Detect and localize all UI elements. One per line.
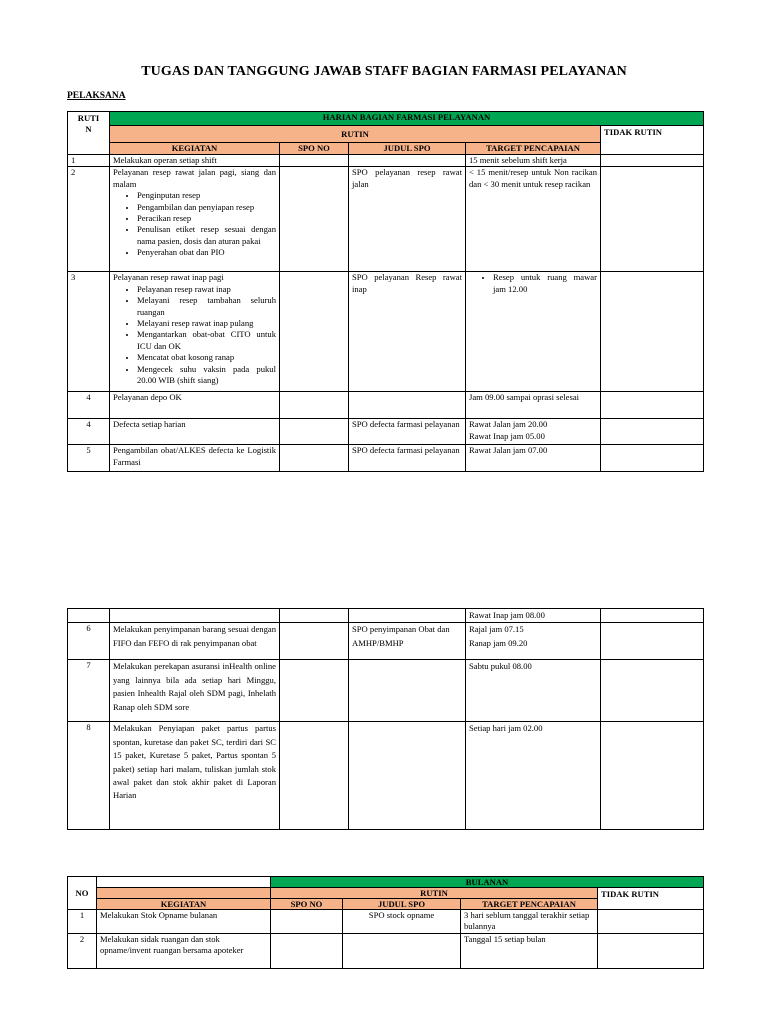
section-label: PELAKSANA (67, 91, 126, 101)
tidak-rutin-cell (598, 910, 704, 934)
kegiatan-cell (110, 445, 280, 472)
target-cell (461, 933, 598, 968)
kegiatan-bullet-item: • Mengantarkan obat-obat CITO untuk ICU dan OK (137, 329, 276, 352)
kegiatan-text: Pelayanan depo OK (113, 392, 182, 403)
bulanan-blank (97, 877, 271, 888)
tidak-rutin-cell (601, 272, 704, 392)
target-text: Rawat Jalan jam 20.00 Rawat Inap jam 05.00 (469, 419, 548, 441)
kegiatan-text: Pelayanan resep rawat jalan pagi, siang dan malam (113, 167, 276, 189)
target-cell (466, 660, 601, 722)
target-text: Setiap hari jam 02.00 (469, 723, 543, 734)
row-number: 8 (68, 722, 110, 830)
spo-no-cell (280, 722, 349, 830)
col-judul-spo: JUDUL SPO (349, 143, 466, 155)
tidak-rutin-cell (601, 623, 704, 660)
target-text: 15 menit sebelum shift kerja (469, 155, 567, 165)
judul-spo-text: SPO pelayanan resep rawat jalan (352, 167, 462, 189)
kegiatan-cell (110, 722, 280, 830)
target-cell (461, 910, 598, 934)
target-cell (466, 609, 601, 623)
judul-spo-text: SPO defecta farmasi pelayanan (352, 419, 460, 430)
kegiatan-cell (110, 623, 280, 660)
judul-spo-cell (349, 623, 466, 660)
kegiatan-cell (110, 609, 280, 623)
table-row (68, 910, 704, 934)
judul-spo-text: SPO pelayanan Resep rawat inap (352, 272, 462, 294)
kegiatan-cell (110, 392, 280, 419)
tidak-rutin-cell (601, 392, 704, 419)
bulanan-group-header: BULANAN (271, 877, 704, 888)
kegiatan-text: Melakukan penyimpanan barang sesuai dengan FIFO dan FEFO di rak penyimpanan obat (113, 624, 276, 648)
row-number: 4 (68, 392, 110, 419)
col-spo-no: SPO NO (280, 143, 349, 155)
kegiatan-text: Pelayanan resep rawat inap pagi (113, 272, 224, 283)
table-row (68, 445, 704, 472)
judul-spo-cell (349, 609, 466, 623)
judul-spo-cell (343, 910, 461, 934)
kegiatan-bullet-item: • Penginputan resep (137, 190, 276, 201)
kegiatan-text: Pengambilan obat/ALKES defecta ke Logistik Farmasi (113, 445, 276, 467)
target-text: Rajal jam 07.15 Ranap jam 09.20 (469, 624, 528, 648)
col-kegiatan: KEGIATAN (110, 143, 280, 155)
row-number: 2 (68, 167, 110, 272)
kegiatan-cell (110, 419, 280, 445)
b-col-judul-spo: JUDUL SPO (343, 899, 461, 910)
kegiatan-text: Melakukan operan setiap shift (113, 155, 217, 165)
kegiatan-text: Defecta setiap harian (113, 419, 186, 430)
target-cell (466, 722, 601, 830)
table-row (68, 392, 704, 419)
judul-spo-cell (349, 722, 466, 830)
kegiatan-bullet-item: • Mencatat obat kosong ranap (137, 352, 276, 363)
harian-table (67, 111, 704, 472)
kegiatan-bullet-item: • Penulisan etiket resep sesuai dengan nama pasien, dosis dan aturan pakai (137, 224, 276, 247)
judul-spo-text: SPO penyimpanan Obat dan AMHP/BMHP (352, 624, 450, 648)
spo-no-cell (280, 609, 349, 623)
spo-no-cell (280, 167, 349, 272)
table-row (68, 660, 704, 722)
table-row (68, 623, 704, 660)
tidak-rutin-cell (601, 445, 704, 472)
target-text: 3 hari seblum tanggal terakhir setiap bulannya (464, 910, 590, 932)
row-number: 6 (68, 623, 110, 660)
b-col-spo-no: SPO NO (271, 899, 343, 910)
target-cell (466, 419, 601, 445)
bulanan-table (67, 876, 704, 969)
judul-spo-cell (349, 167, 466, 272)
kegiatan-bullet-item: • Mengecek suhu vaksin pada pukul 20.00 WIB (shift siang) (137, 364, 276, 387)
kegiatan-bullet-item: • Pelayanan resep rawat inap (137, 284, 276, 295)
kegiatan-cell (110, 272, 280, 392)
tidak-rutin-cell (601, 609, 704, 623)
spo-no-cell (280, 155, 349, 167)
kegiatan-bullet-list (113, 190, 276, 258)
spo-no-cell (280, 445, 349, 472)
harian-group-header: HARIAN BAGIAN FARMASI PELAYANAN (110, 112, 704, 126)
judul-spo-cell (349, 445, 466, 472)
harian-cont-table (67, 608, 704, 830)
table-row (68, 419, 704, 445)
target-cell (466, 392, 601, 419)
col-rutin-no: RUTIN (68, 112, 110, 155)
kegiatan-text: Melakukan perekapan asuransi inHealth online yang lainnya bila ada setiap hari Minggu, pasien Inhealth Rajal oleh SDM pagi, Inhelath Ranap oleh SDM sore (113, 661, 276, 712)
judul-spo-cell (349, 155, 466, 167)
table-row (68, 722, 704, 830)
tidak-rutin-cell (598, 933, 704, 968)
target-cell (466, 167, 601, 272)
target-text: Jam 09.00 sampai oprasi selesai (469, 392, 580, 403)
judul-spo-cell (343, 933, 461, 968)
kegiatan-cell (110, 167, 280, 272)
target-text: Sabtu pukul 08.00 (469, 661, 532, 672)
judul-spo-cell (349, 660, 466, 722)
harian-rutin-header: RUTIN (110, 126, 601, 143)
spo-no-cell (271, 933, 343, 968)
tidak-rutin-cell (601, 155, 704, 167)
bulanan-tidak-rutin-header: TIDAK RUTIN (598, 888, 704, 910)
kegiatan-bullet-item: • Melayani resep tambahan seluruh ruangan (137, 295, 276, 318)
kegiatan-bullet-item: • Melayani resep rawat inap pulang (137, 318, 276, 329)
row-number (68, 609, 110, 623)
row-number: 1 (68, 155, 110, 167)
col-target: TARGET PENCAPAIAN (466, 143, 601, 155)
target-cell (466, 272, 601, 392)
target-cell (466, 155, 601, 167)
row-number: 7 (68, 660, 110, 722)
tidak-rutin-cell (601, 660, 704, 722)
kegiatan-bullet-item: • Penyerahan obat dan PIO (137, 247, 276, 258)
kegiatan-bullet-list (113, 284, 276, 387)
judul-spo-text: SPO defecta farmasi pelayanan (352, 445, 460, 456)
tidak-rutin-cell (601, 419, 704, 445)
kegiatan-cell (110, 660, 280, 722)
row-number: 4 (68, 419, 110, 445)
bulanan-rutin-header: RUTIN (271, 888, 598, 899)
document-title: TUGAS DAN TANGGUNG JAWAB STAFF BAGIAN FARMASI PELAYANAN (141, 64, 627, 79)
judul-spo-text: SPO stock opname (368, 910, 435, 920)
target-bullet-item: • Resep untuk ruang mawar jam 12.00 (493, 272, 597, 295)
b-col-target: TARGET PENCAPAIAN (461, 899, 598, 910)
spo-no-cell (280, 623, 349, 660)
target-text: Rawat Inap jam 08.00 (469, 610, 545, 620)
kegiatan-cell (97, 933, 271, 968)
tidak-rutin-cell (601, 167, 704, 272)
b-col-kegiatan: KEGIATAN (97, 899, 271, 910)
row-number: 5 (68, 445, 110, 472)
target-text: < 15 menit/resep untuk Non racikan dan < 30 menit untuk resep racikan (469, 167, 597, 189)
spo-no-cell (280, 419, 349, 445)
target-cell (466, 445, 601, 472)
tidak-rutin-cell (601, 722, 704, 830)
table-row (68, 167, 704, 272)
table-row (68, 155, 704, 167)
target-text: Rawat Jalan jam 07.00 (469, 445, 548, 456)
target-bullet-list (469, 272, 597, 295)
kegiatan-text: Melakukan Stok Opname bulanan (100, 910, 218, 920)
bulanan-orange-blank (97, 888, 271, 899)
spo-no-cell (271, 910, 343, 934)
table-row (68, 272, 704, 392)
row-number: 2 (68, 933, 97, 968)
kegiatan-cell (97, 910, 271, 934)
row-number: 3 (68, 272, 110, 392)
kegiatan-bullet-item: • Pengambilan dan penyiapan resep (137, 202, 276, 213)
judul-spo-cell (349, 272, 466, 392)
spo-no-cell (280, 272, 349, 392)
harian-tidak-rutin-header: TIDAK RUTIN (601, 126, 704, 155)
kegiatan-bullet-item: • Peracikan resep (137, 213, 276, 224)
col-no: NO (68, 877, 97, 910)
spo-no-cell (280, 392, 349, 419)
target-cell (466, 623, 601, 660)
target-text: Tanggal 15 setiap bulan (464, 933, 546, 944)
kegiatan-cell (110, 155, 280, 167)
row-number: 1 (68, 910, 97, 934)
judul-spo-cell (349, 419, 466, 445)
table-row (68, 609, 704, 623)
kegiatan-text: Melakukan Penyiapan paket partus partus spontan, kuretase dan paket SC, terdiri dari SC 15 paket, Kuretase 5 paket, Partus spontan 5 paket) setiap hari malam, tuliskan jumlah stok awal paket dan stok akhir paket di Laporan Harian (113, 723, 276, 801)
table-row (68, 933, 704, 968)
judul-spo-cell (349, 392, 466, 419)
spo-no-cell (280, 660, 349, 722)
kegiatan-text: Melakukan sidak ruangan dan stok opname/invent ruangan bersama apoteker (100, 933, 244, 956)
